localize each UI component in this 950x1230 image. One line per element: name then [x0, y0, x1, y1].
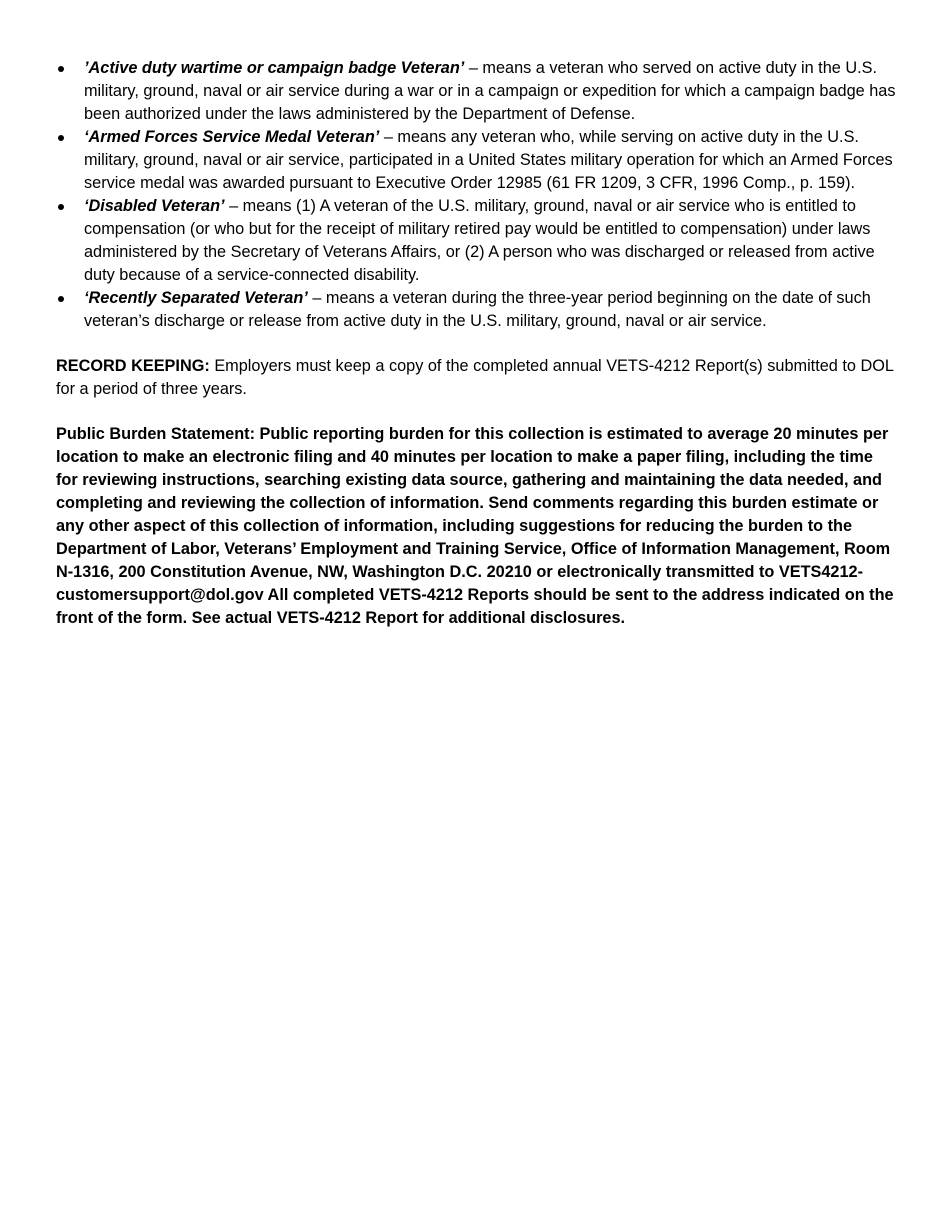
record-keeping-text: Employers must keep a copy of the completed annual VETS-4212 Report(s) submitted to DOL for a period of three years.: [56, 357, 894, 398]
definition-text: – means a veteran during the three-year period beginning on the date of such veteran’s discharge or release from active duty in the U.S. military, ground, naval or air service.: [84, 289, 871, 330]
bullet-icon: [56, 287, 66, 310]
definition-term: ‘Disabled Veteran’: [84, 197, 225, 215]
definition-term: ‘Armed Forces Service Medal Veteran’: [84, 128, 380, 146]
definition-item-disabled: [56, 195, 898, 287]
definition-text: – means a veteran who served on active duty in the U.S. military, ground, naval or air service during a war or in a campaign or expedition for which a campaign badge has been authorized under the laws administered by the Department of Defense.: [84, 59, 896, 123]
definition-item-recently-separated: [56, 287, 898, 333]
definition-term: ‘Recently Separated Veteran’: [84, 289, 308, 307]
bullet-icon: [56, 126, 66, 149]
public-burden-statement: Public Burden Statement: Public reporting burden for this collection is estimated to average 20 minutes per location to make an electronic filing and 40 minutes per location to make a paper filing, including the time for reviewing instructions, searching existing data source, gathering and maintaining the data needed, and completing and reviewing the collection of information. Send comments regarding this burden estimate or any other aspect of this collection of information, including suggestions for reducing the burden to the Department of Labor, Veterans’ Employment and Training Service, Office of Information Management, Room N-1316, 200 Constitution Avenue, NW, Washington D.C. 20210 or electronically transmitted to VETS4212-customersupport@dol.gov All completed VETS-4212 Reports should be sent to the address indicated on the front of the form. See actual VETS-4212 Report for additional disclosures.: [56, 425, 894, 627]
bullet-icon: [56, 195, 66, 218]
definition-text: – means any veteran who, while serving on active duty in the U.S. military, ground, naval or air service, participated in a United States military operation for which an Armed Forces service medal was awarded pursuant to Executive Order 12985 (61 FR 1209, 3 CFR, 1996 Comp., p. 159).: [84, 128, 893, 192]
definition-item-active-duty: [56, 57, 898, 126]
record-keeping-label: RECORD KEEPING:: [56, 357, 210, 375]
record-keeping-paragraph: [56, 355, 898, 401]
document-page: [56, 57, 898, 630]
veteran-definitions-list: [56, 57, 898, 333]
definition-item-armed-forces: [56, 126, 898, 195]
definition-term: ’Active duty wartime or campaign badge Veteran’: [84, 59, 465, 77]
bullet-icon: [56, 57, 66, 80]
definition-text: – means (1) A veteran of the U.S. military, ground, naval or air service who is entitled to compensation (or who but for the receipt of military retired pay would be entitled to compensation) under laws administered by the Secretary of Veterans Affairs, or (2) A person who was discharged or released from active duty because of a service-connected disability.: [84, 197, 875, 284]
